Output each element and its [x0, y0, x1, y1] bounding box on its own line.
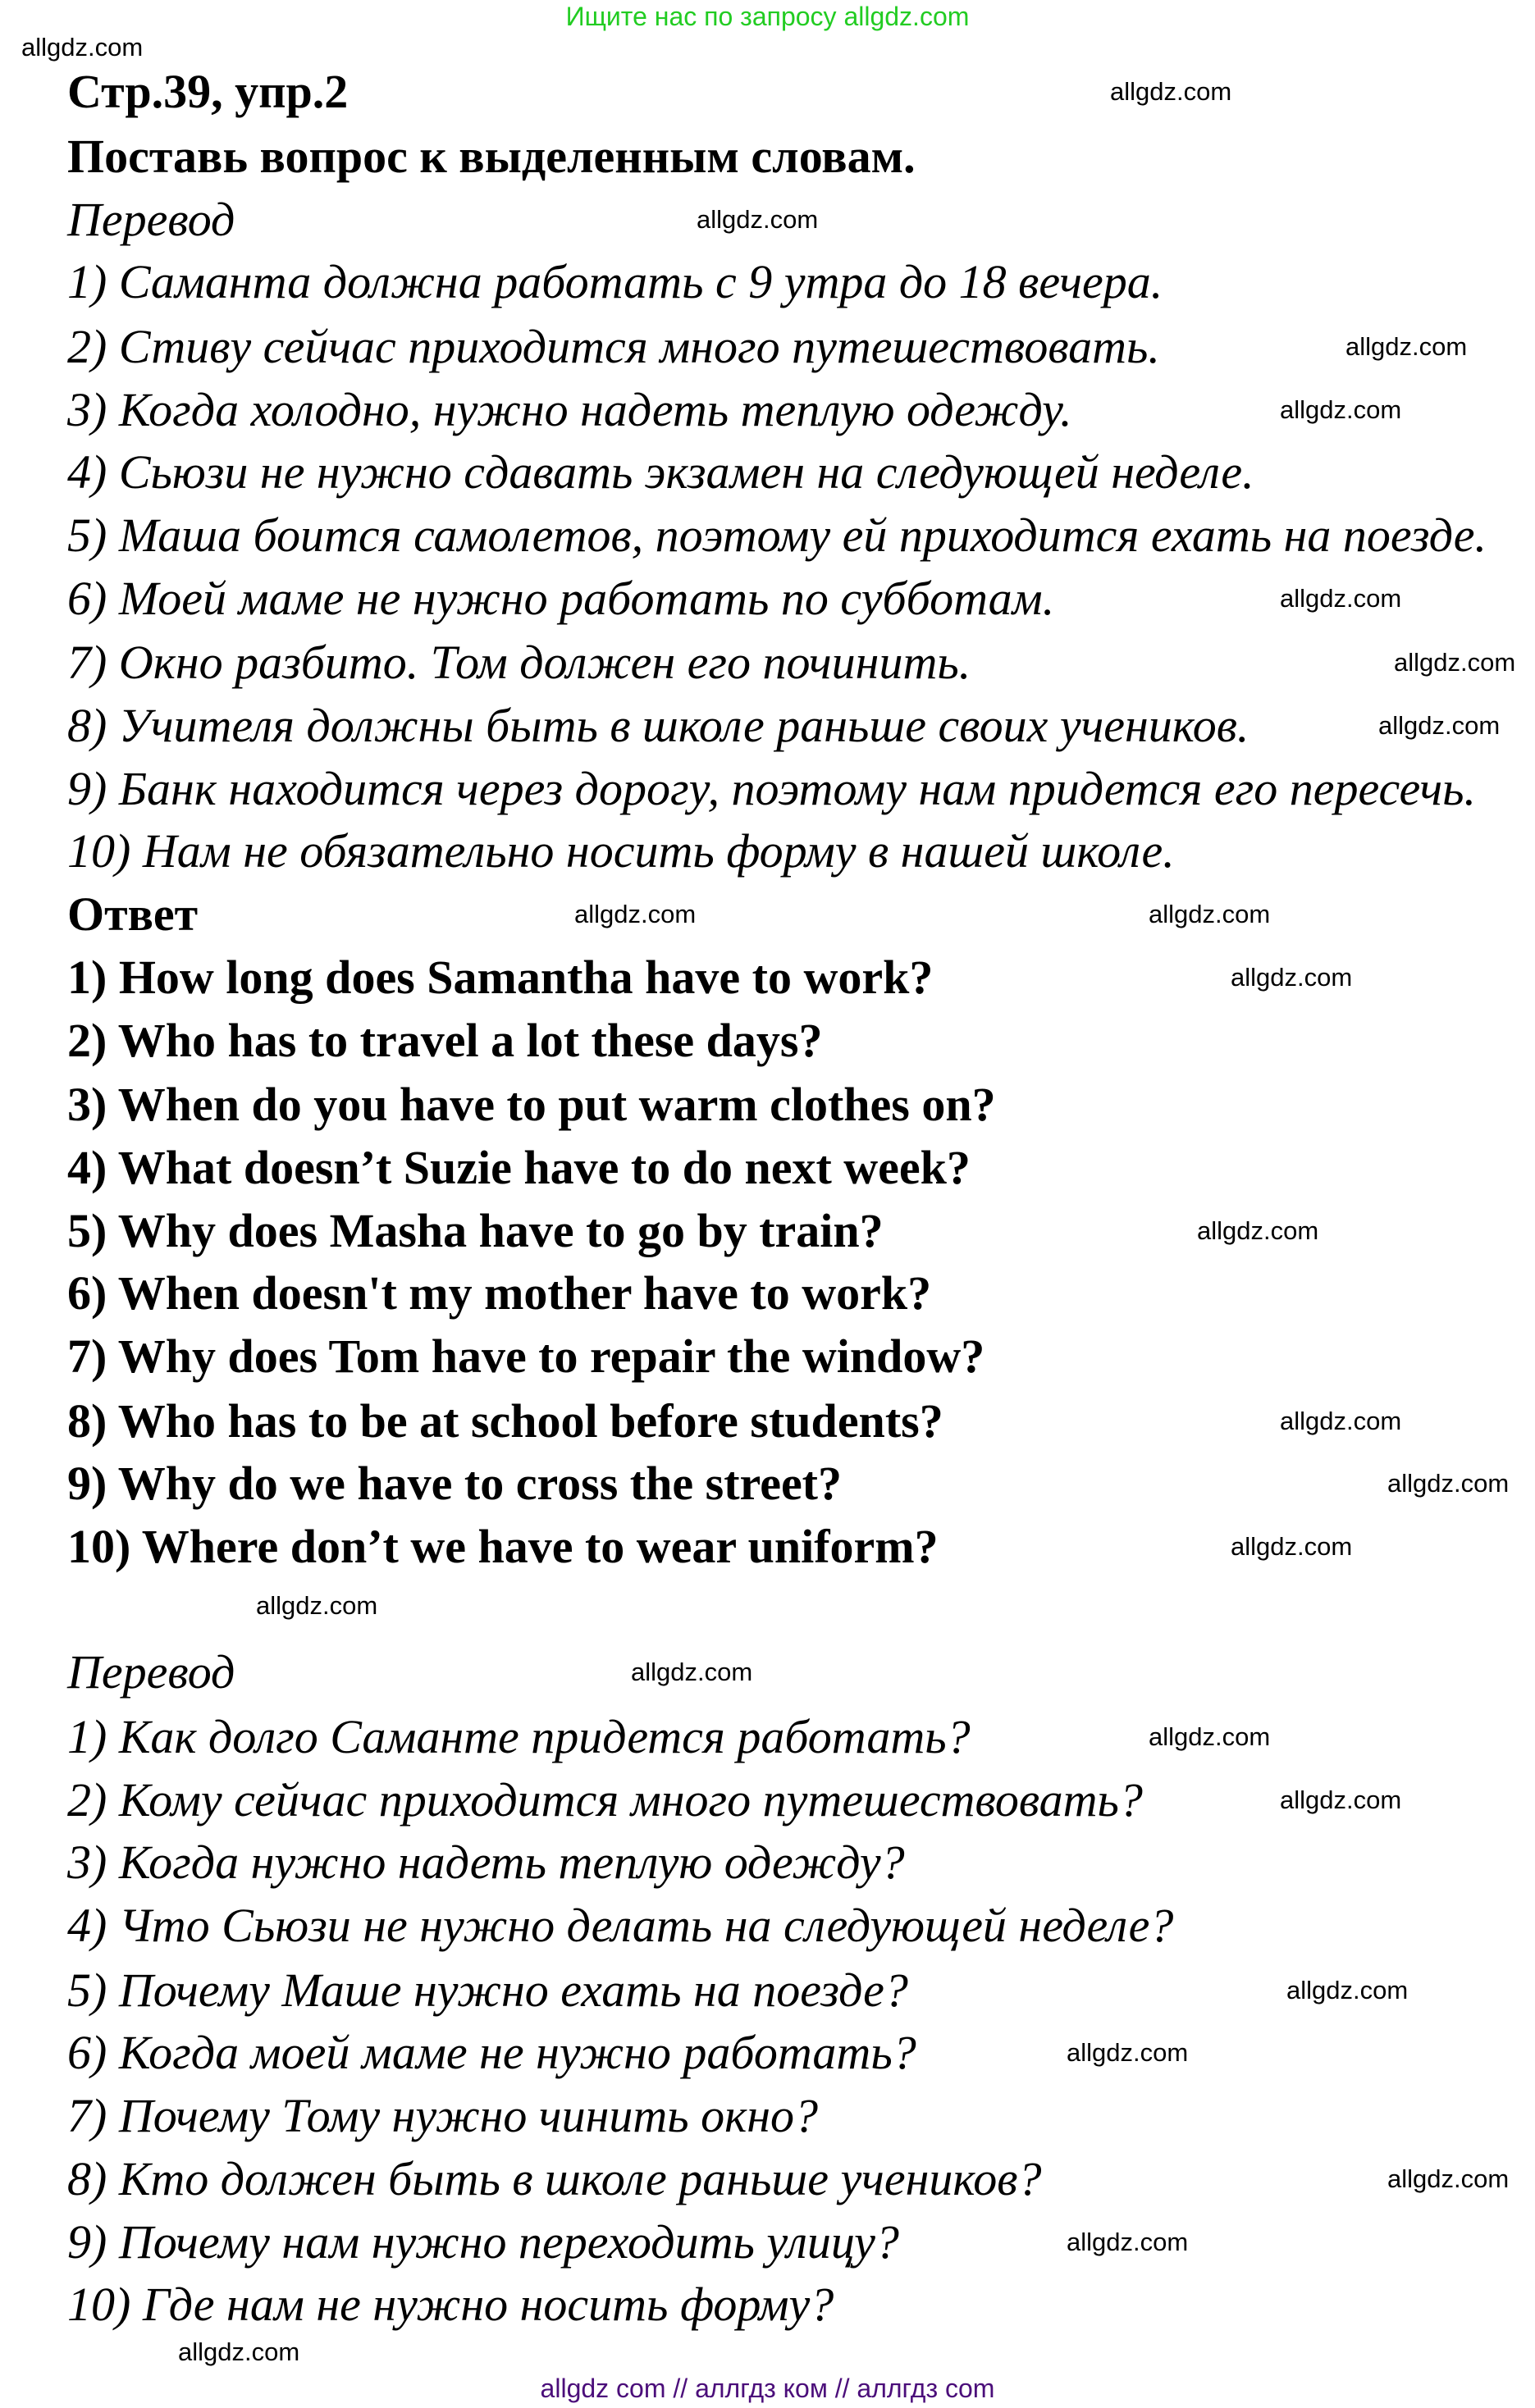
watermark: allgdz.com [1378, 711, 1501, 740]
watermark: allgdz.com [1280, 584, 1402, 613]
watermark: allgdz.com [1149, 1722, 1271, 1751]
task-translation-line: 2) Стиву сейчас приходится много путешествовать. [67, 320, 1160, 373]
answer-translation-line: 10) Где нам не нужно носить форму? [67, 2278, 834, 2331]
watermark: allgdz.com [1067, 2228, 1189, 2256]
answer-line: 8) Who has to be at school before students? [67, 1394, 943, 1448]
task-translation-line: 8) Учителя должны быть в школе раньше своих учеников. [67, 699, 1249, 752]
watermark: allgdz.com [1231, 1532, 1353, 1561]
task-translation-line: 4) Сьюзи не нужно сдавать экзамен на следующей неделе. [67, 445, 1254, 499]
answer-heading: Ответ [67, 887, 199, 941]
answer-translation-line: 4) Что Сьюзи не нужно делать на следующей неделе? [67, 1899, 1174, 1952]
top-banner: Ищите нас по запросу allgdz.com [565, 2, 970, 31]
answer-line: 10) Where don’t we have to wear uniform? [67, 1520, 939, 1573]
task-translation-line: 5) Маша боится самолетов, поэтому ей приходится ехать на поезде. [67, 509, 1487, 562]
watermark: allgdz.com [1394, 648, 1516, 677]
bottom-banner: allgdz com // аллгдз ком // аллгдз com [540, 2374, 995, 2403]
watermark: allgdz.com [178, 2337, 300, 2366]
task-translation-line: 7) Окно разбито. Том должен его починить. [67, 636, 971, 689]
watermark: allgdz.com [631, 1658, 753, 1686]
answer-translation-line: 7) Почему Тому нужно чинить окно? [67, 2089, 819, 2142]
watermark: allgdz.com [574, 900, 697, 928]
watermark: allgdz.com [1345, 332, 1468, 361]
watermark: allgdz.com [1231, 963, 1353, 992]
answer-line: 3) When do you have to put warm clothes on? [67, 1078, 996, 1131]
translation-heading: Перевод [67, 193, 235, 246]
task-translation-line: 10) Нам не обязательно носить форму в нашей школе. [67, 824, 1175, 878]
answer-line: 7) Why does Tom have to repair the window? [67, 1329, 985, 1383]
watermark: allgdz.com [256, 1591, 378, 1620]
task-translation-line: 3) Когда холодно, нужно надеть теплую одежду. [67, 383, 1072, 436]
answer-line: 2) Who has to travel a lot these days? [67, 1014, 823, 1067]
answer-translation-line: 9) Почему нам нужно переходить улицу? [67, 2215, 899, 2269]
answer-translation-line: 5) Почему Маше нужно ехать на поезде? [67, 1963, 908, 2017]
watermark: allgdz.com [1197, 1216, 1319, 1245]
answer-translation-line: 2) Кому сейчас приходится много путешествовать? [67, 1773, 1143, 1827]
task-translation-line: 1) Саманта должна работать с 9 утра до 18 вечера. [67, 255, 1163, 308]
watermark: allgdz.com [1280, 1407, 1402, 1435]
watermark: allgdz.com [1387, 1469, 1510, 1498]
answer-line: 4) What doesn’t Suzie have to do next week? [67, 1141, 971, 1194]
watermark: allgdz.com [1387, 2164, 1510, 2193]
answer-translation-line: 6) Когда моей маме не нужно работать? [67, 2026, 916, 2079]
answer-line: 5) Why does Masha have to go by train? [67, 1204, 884, 1257]
answer-line: 1) How long does Samantha have to work? [67, 951, 934, 1004]
task-translation-line: 9) Банк находится через дорогу, поэтому нам придется его пересечь. [67, 762, 1477, 815]
watermark: allgdz.com [697, 205, 819, 234]
answer-translation-line: 3) Когда нужно надеть теплую одежду? [67, 1836, 905, 1889]
watermark: allgdz.com [1280, 395, 1402, 424]
answer-translation-line: 8) Кто должен быть в школе раньше учеников? [67, 2152, 1042, 2205]
answers-translation-heading: Перевод [67, 1645, 235, 1699]
watermark: allgdz.com [1110, 77, 1232, 106]
watermark: allgdz.com [1286, 1976, 1409, 2004]
watermark: allgdz.com [21, 33, 144, 62]
task-instruction: Поставь вопрос к выделенным словам. [67, 130, 916, 183]
answer-line: 9) Why do we have to cross the street? [67, 1457, 843, 1510]
task-translation-line: 6) Моей маме не нужно работать по субботам. [67, 572, 1055, 625]
answer-translation-line: 1) Как долго Саманте придется работать? [67, 1710, 971, 1763]
watermark: allgdz.com [1149, 900, 1271, 928]
watermark: allgdz.com [1280, 1785, 1402, 1814]
answer-line: 6) When doesn't my mother have to work? [67, 1266, 932, 1320]
page-title: Стр.39, упр.2 [67, 65, 349, 118]
watermark: allgdz.com [1067, 2038, 1189, 2067]
